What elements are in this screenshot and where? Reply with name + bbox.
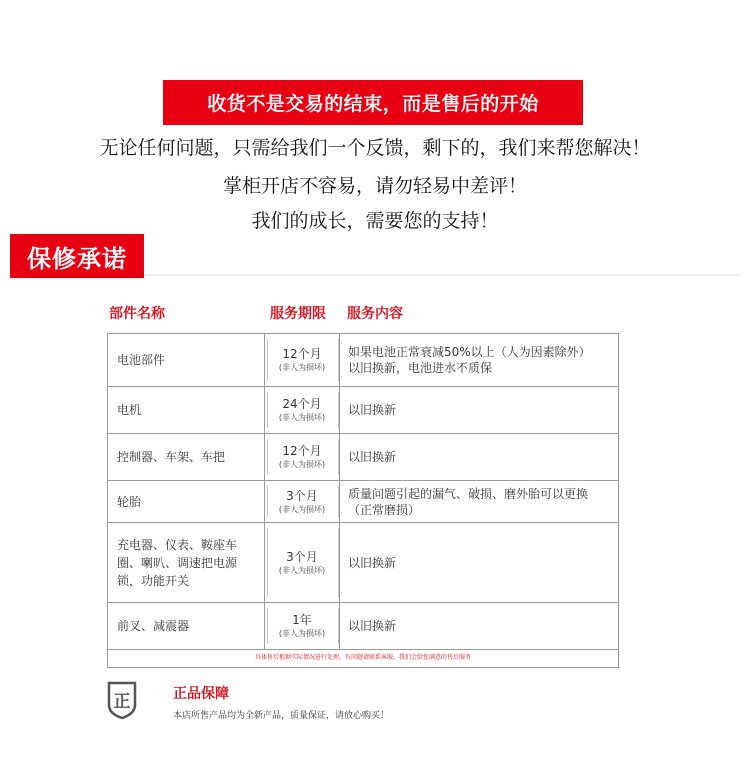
period-note: (非人为损坏)	[278, 565, 326, 575]
period-note: (非人为损坏)	[278, 460, 326, 469]
service-content-text: 质量问题引起的漏气、破损、磨外胎可以更换（正常磨损）	[348, 486, 589, 517]
period-note: (非人为损坏)	[278, 413, 326, 422]
service-content-cell: 以旧换新	[348, 450, 397, 464]
service-content-cell: 以旧换新	[348, 619, 397, 633]
authentic-shield-icon	[106, 680, 138, 720]
part-name-text: 充电器、仪表、鞍座车圈、喇叭、调速把电源锁，功能开关	[117, 537, 238, 588]
part-name-cell	[108, 523, 265, 602]
header-part-name: 部件名称	[109, 306, 165, 322]
message-line-2: 掌柜开店不容易，请勿轻易中差评！	[222, 175, 527, 197]
period-cell	[265, 523, 340, 602]
service-content-cell	[345, 481, 618, 522]
period-note: (非人为损坏)	[278, 504, 326, 514]
slogan-banner	[163, 80, 583, 125]
message-line-3: 我们的成长，需要您的支持！	[251, 210, 499, 232]
part-name-cell: 电池部件	[108, 334, 265, 386]
period-value: 3个月	[286, 549, 318, 564]
period-cell	[265, 334, 340, 386]
slogan-text: 收货不是交易的结束，而是售后的开始	[207, 93, 539, 115]
warranty-table	[107, 333, 619, 668]
period-cell	[265, 434, 340, 480]
header-service-content: 服务内容	[347, 306, 403, 322]
guarantee-text: 本店所售产品均为全新产品，质量保证，请放心购买！	[173, 711, 390, 721]
warranty-section-title: 保修承诺	[10, 234, 144, 278]
table-row	[108, 603, 618, 650]
period-value: 1年	[292, 613, 312, 627]
message-line-1: 无论任何问题，只需给我们一个反馈，剩下的，我们来帮您解决！	[99, 137, 651, 159]
service-content-cell: 以旧换新	[348, 403, 397, 417]
badge-char: 正	[113, 692, 131, 712]
part-name-cell: 前叉、减震器	[108, 603, 265, 649]
part-name-cell: 控制器、车架、车把	[108, 434, 265, 480]
table-row	[108, 334, 618, 387]
period-value: 24个月	[282, 397, 322, 411]
service-content-text: 如果电池正常衰减50%以上（人为因素除外）以旧换新，电池进水不质保	[348, 345, 591, 375]
period-note: (非人为损坏)	[278, 629, 326, 638]
period-value: 12个月	[282, 444, 322, 458]
service-content-cell: 以旧换新	[348, 555, 397, 570]
service-content-cell	[345, 334, 618, 386]
period-value: 3个月	[286, 488, 318, 503]
section-divider	[144, 274, 740, 276]
period-cell	[265, 481, 340, 522]
table-row	[108, 481, 618, 523]
period-cell	[265, 387, 340, 433]
guarantee-title: 正品保障	[173, 686, 229, 702]
header-service-period: 服务期限	[270, 306, 326, 322]
service-footnote: 具体售后根据实际情况进行处理，有问题请联系客服，我们会给您满意的售后服务	[254, 654, 471, 661]
period-note: (非人为损坏)	[278, 363, 326, 372]
part-name-cell: 轮胎	[108, 481, 265, 522]
part-name-cell: 电机	[108, 387, 265, 433]
period-value: 12个月	[282, 347, 322, 361]
period-cell	[265, 603, 340, 649]
table-row	[108, 523, 618, 603]
table-row	[108, 387, 618, 434]
table-row	[108, 434, 618, 481]
